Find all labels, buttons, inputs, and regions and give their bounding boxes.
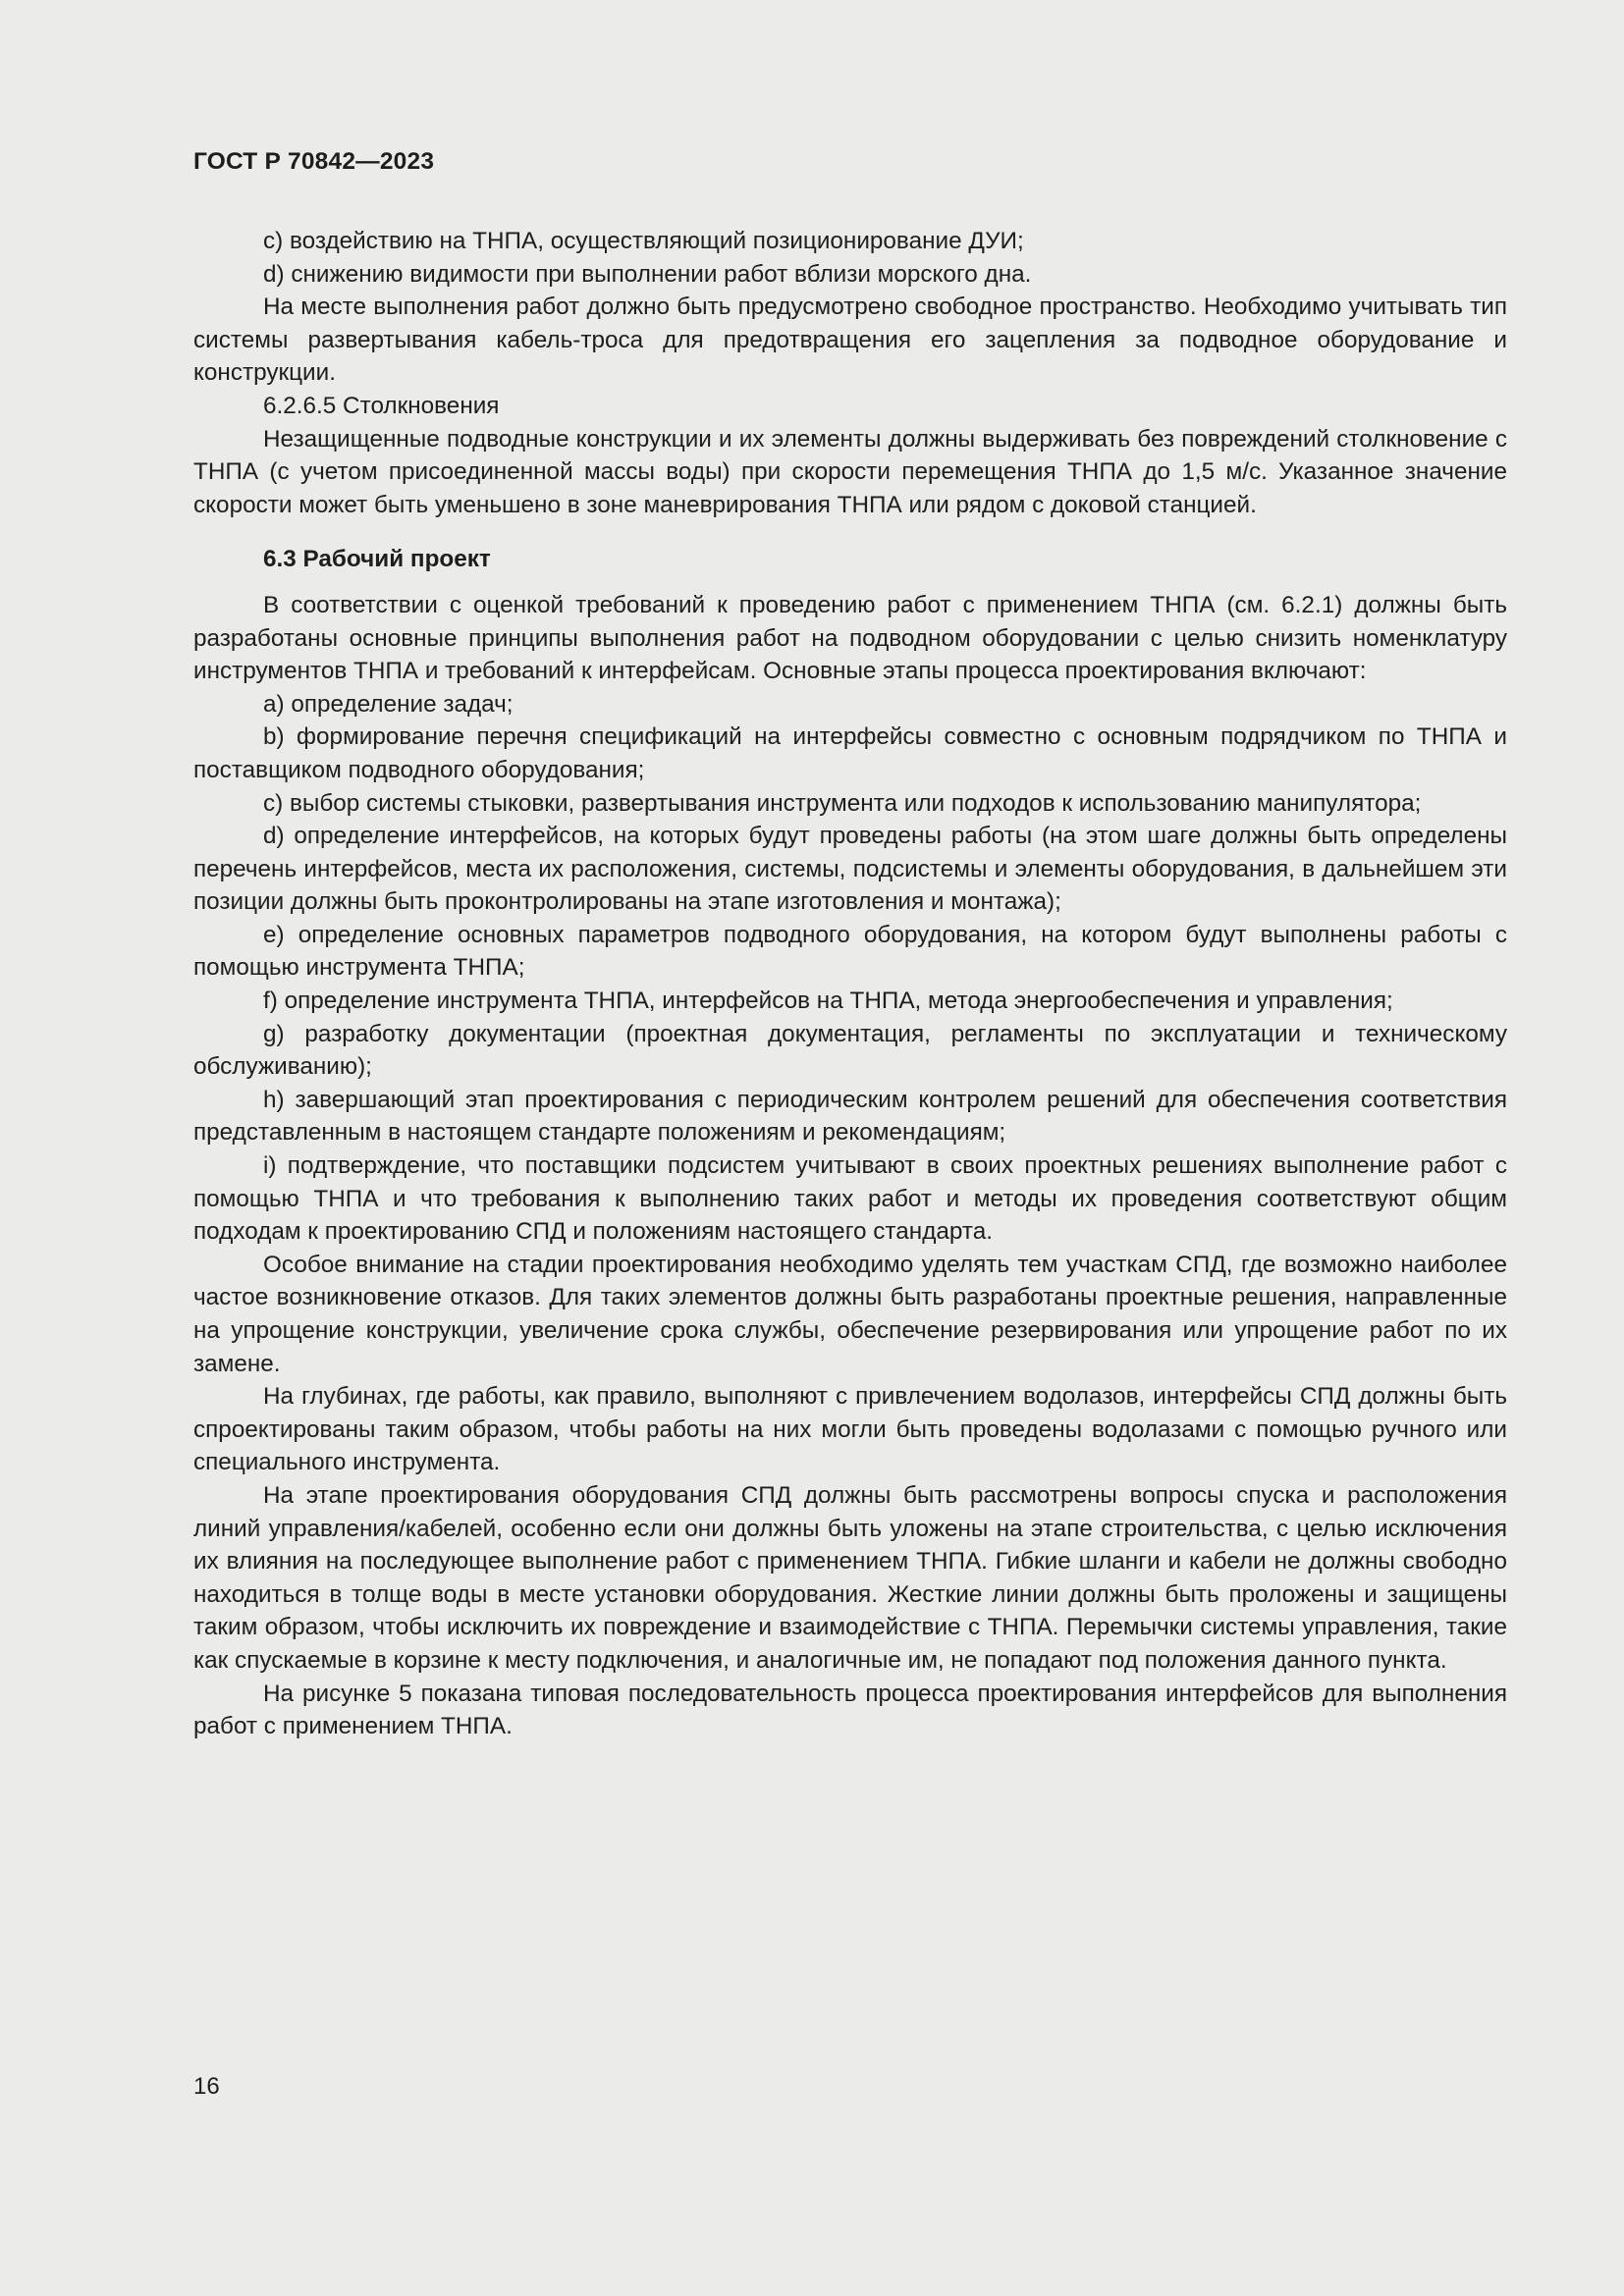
body-paragraph: На рисунке 5 показана типовая последовательность процесса проектирования интерфейсов для выполнения работ с применением ТНПА. — [193, 1680, 1507, 1740]
body-paragraph: Особое внимание на стадии проектирования необходимо уделять тем участкам СПД, где возможно наиболее частое возникновение отказов. Для таких элементов должны быть разработаны проектные решения, направленные на упрощение конструкции, увеличение срока службы, обеспечение резервирования или упрощение работ по их замене. — [193, 1251, 1507, 1377]
body-paragraph: В соответствии с оценкой требований к проведению работ с применением ТНПА (см. 6.2.1) должны быть разработаны основные принципы выполнения работ на подводном оборудовании с целью снизить номенклатуру инструментов ТНПА и требований к интерфейсам. Основные этапы процесса проектирования включают: — [193, 591, 1507, 685]
list-item: c) выбор системы стыковки, развертывания инструмента или подходов к использованию манипулятора; — [263, 789, 1422, 817]
list-item: a) определение задач; — [263, 690, 514, 718]
list-item: f) определение инструмента ТНПА, интерфейсов на ТНПА, метода энергообеспечения и управления; — [263, 988, 1393, 1015]
list-item: g) разработку документации (проектная документация, регламенты по эксплуатации и техническому обслуживанию); — [193, 1020, 1507, 1081]
list-item: b) формирование перечня спецификаций на интерфейсы совместно с основным подрядчиком по ТНПА и поставщиком подводного оборудования; — [193, 723, 1507, 783]
list-item: i) подтверждение, что поставщики подсистем учитывают в своих проектных решениях выполнение работ с помощью ТНПА и что требования к выполнению таких работ и методы их проведения соответствуют общим подходам к проектированию СПД и положениям настоящего стандарта. — [193, 1152, 1507, 1246]
list-item: e) определение основных параметров подводного оборудования, на котором будут выполнены работы с помощью инструмента ТНПА; — [193, 921, 1507, 982]
subsection-title: 6.2.6.5 Столкновения — [263, 392, 500, 419]
body-paragraph: На месте выполнения работ должно быть предусмотрено свободное пространство. Необходимо учитывать тип системы развертывания кабель-троса для предотвращения его зацепления за подводное оборудование и конструкции. — [193, 294, 1507, 387]
document-body — [193, 225, 1507, 1743]
section-heading: 6.3 Рабочий проект — [263, 546, 491, 573]
list-item: h) завершающий этап проектирования с периодическим контролем решений для обеспечения соответствия представленным в настоящем стандарте положениям и рекомендациям; — [193, 1086, 1507, 1147]
body-paragraph: На этапе проектирования оборудования СПД должны быть рассмотрены вопросы спуска и расположения линий управления/кабелей, особенно если они должны быть уложены на этапе строительства, с целью исключения их влияния на последующее выполнение работ с применением ТНПА. Гибкие шланги и кабели не должны свободно находиться в толще воды в месте установки оборудования. Жесткие линии должны быть проложены и защищены таким образом, чтобы исключить их повреждение и взаимодействие с ТНПА. Перемычки системы управления, такие как спускаемые в корзине к месту подключения, и аналогичные им, не попадают под положения данного пункта. — [193, 1481, 1507, 1674]
list-item: c) воздействию на ТНПА, осуществляющий позиционирование ДУИ; — [263, 228, 1024, 254]
body-paragraph: Незащищенные подводные конструкции и их элементы должны выдерживать без повреждений столкновение с ТНПА (с учетом присоединенной массы воды) при скорости перемещения ТНПА до 1,5 м/с. Указанное значение скорости может быть уменьшено в зоне маневрирования ТНПА или рядом с доковой станцией. — [193, 425, 1507, 518]
page-number: 16 — [193, 2073, 220, 2100]
list-item: d) определение интерфейсов, на которых будут проведены работы (на этом шаге должны быть определены перечень интерфейсов, места их расположения, системы, подсистемы и элементы оборудования, в дальнейшем эти позиции должны быть проконтролированы на этапе изготовления и монтажа); — [193, 823, 1507, 916]
body-paragraph: На глубинах, где работы, как правило, выполняют с привлечением водолазов, интерфейсы СПД должны быть спроектированы таким образом, чтобы работы на них могли быть проведены водолазами с помощью ручного или специального инструмента. — [193, 1383, 1507, 1476]
list-item: d) снижению видимости при выполнении работ вблизи морского дна. — [263, 260, 1032, 288]
document-header: ГОСТ Р 70842—2023 — [193, 148, 435, 175]
